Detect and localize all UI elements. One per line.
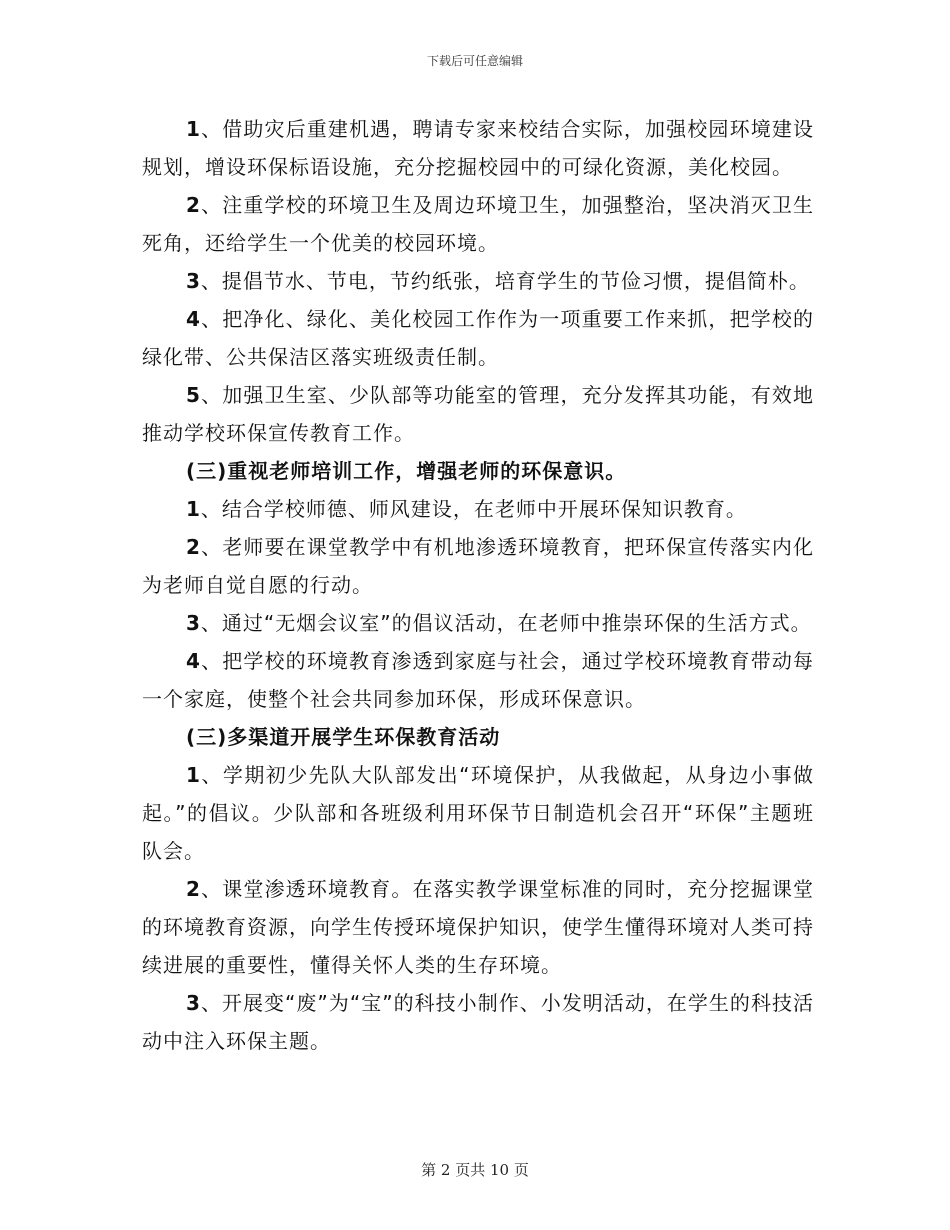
paragraph-9 [142, 642, 814, 718]
item-number: 5 [186, 383, 201, 407]
paragraph-text: 、借助灾后重建机遇，聘请专家来校结合实际，加强校园环境建设规划，增设环保标语设施，充分挖掘校园中的可绿化资源，美化校园。 [142, 117, 814, 179]
item-number: 1 [186, 497, 201, 521]
item-number: 1 [186, 117, 201, 141]
paragraph-3 [142, 262, 814, 300]
paragraph-text: 、课堂渗透环境教育。在落实教学课堂标准的同时，充分挖掘课堂的环境教育资源，向学生传授环境保护知识，使学生懂得环境对人类可持续进展的重要性，懂得关怀人类的生存环境。 [142, 877, 814, 977]
paragraph-2 [142, 186, 814, 262]
item-number: 3 [186, 991, 201, 1015]
paragraph-text: 、学期初少先队大队部发出“环境保护，从我做起，从身边小事做起。”的倡议。少队部和各班级利用环保节日制造机会召开“环保”主题班队会。 [142, 763, 814, 863]
item-number: 2 [186, 535, 201, 559]
paragraph-text: 、老师要在课堂教学中有机地渗透环境教育，把环保宣传落实内化为老师自觉自愿的行动。 [142, 535, 814, 597]
item-number: 3 [186, 611, 201, 635]
section-heading-student-activities: (三)多渠道开展学生环保教育活动 [186, 725, 501, 749]
paragraph-1 [142, 110, 814, 186]
paragraph-text: 、结合学校师德、师风建设，在老师中开展环保知识教育。 [200, 497, 747, 521]
paragraph-12 [142, 984, 814, 1060]
item-number: 4 [186, 307, 201, 331]
item-number: 2 [186, 877, 201, 901]
paragraph-4 [142, 300, 814, 376]
page-header: 下载后可任意编辑 [426, 54, 523, 68]
paragraph-5 [142, 376, 814, 452]
item-number: 4 [186, 649, 201, 673]
item-number: 2 [186, 193, 201, 217]
section-heading-teacher-training: (三)重视老师培训工作，增强老师的环保意识。 [186, 459, 627, 483]
paragraph-text: 、把学校的环境教育渗透到家庭与社会，通过学校环境教育带动每一个家庭，使整个社会共同参加环保，形成环保意识。 [142, 649, 814, 711]
paragraph-text: 、把净化、绿化、美化校园工作作为一项重要工作来抓，把学校的绿化带、公共保洁区落实班级责任制。 [142, 307, 814, 369]
paragraph-6 [142, 490, 814, 528]
document-body [142, 110, 814, 1060]
paragraph-8 [142, 604, 814, 642]
item-number: 1 [186, 763, 201, 787]
paragraph-10 [142, 756, 814, 870]
paragraph-11 [142, 870, 814, 984]
paragraph-7 [142, 528, 814, 604]
paragraph-text: 、注重学校的环境卫生及周边环境卫生，加强整治，坚决消灭卫生死角，还给学生一个优美的校园环境。 [142, 193, 814, 255]
paragraph-text: 、通过“无烟会议室”的倡议活动，在老师中推崇环保的生活方式。 [200, 611, 812, 635]
item-number: 3 [186, 269, 201, 293]
paragraph-text: 、开展变“废”为“宝”的科技小制作、小发明活动，在学生的科技活动中注入环保主题。 [142, 991, 814, 1053]
page-footer: 第 2 页共 10 页 [421, 1161, 529, 1179]
paragraph-text: 、加强卫生室、少队部等功能室的管理，充分发挥其功能，有效地推动学校环保宣传教育工作。 [142, 383, 814, 445]
paragraph-text: 、提倡节水、节电，节约纸张，培育学生的节俭习惯，提倡简朴。 [200, 269, 810, 293]
